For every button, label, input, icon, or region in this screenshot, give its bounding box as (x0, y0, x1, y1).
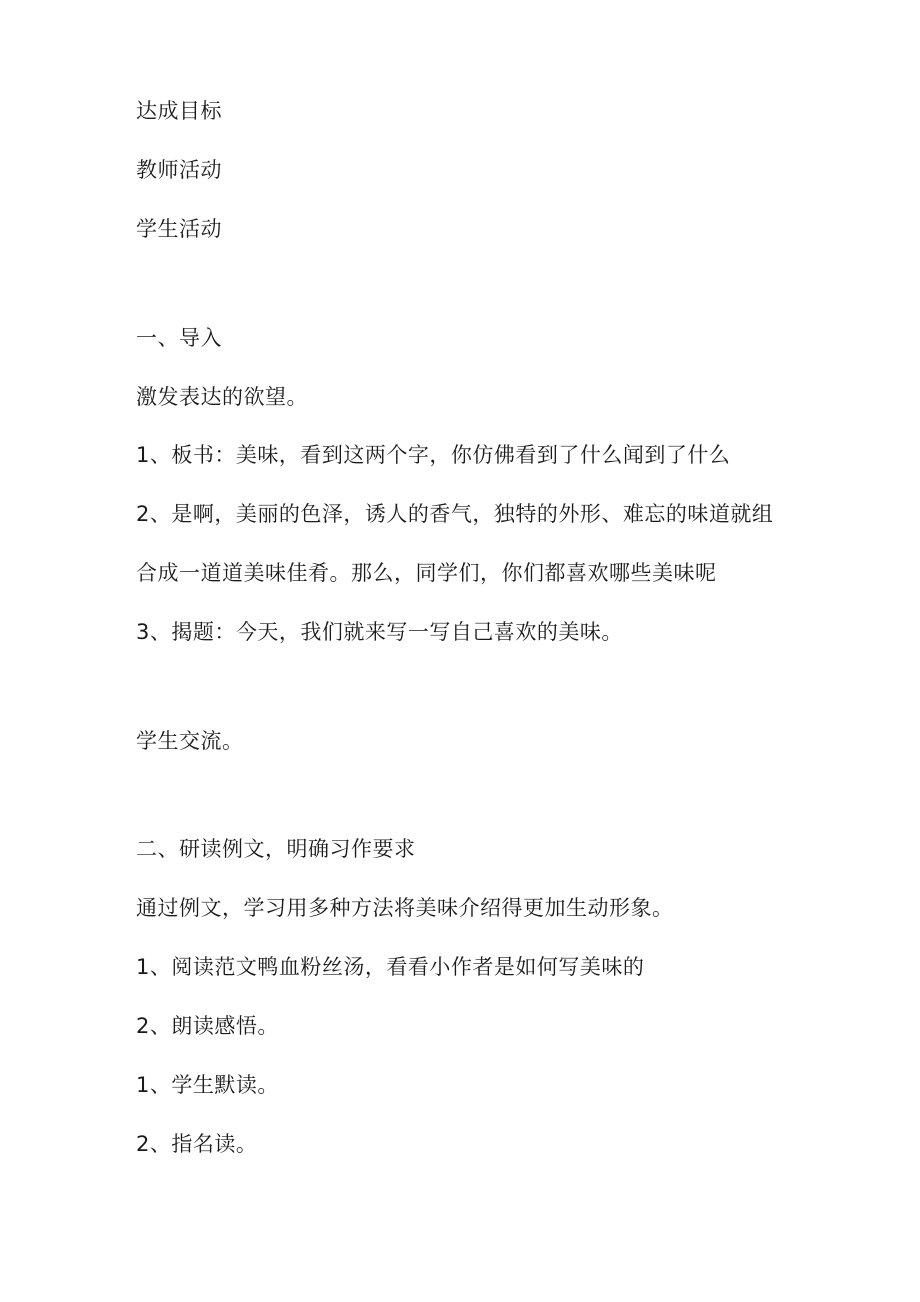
section-2-item-1: 1、阅读范文鸭血粉丝汤，看看小作者是如何写美味的 (136, 955, 645, 979)
section-1-item-3: 3、揭题：今天，我们就来写一写自己喜欢的美味。 (136, 620, 623, 644)
section-2-sub-item-2: 2、指名读。 (136, 1132, 258, 1156)
section-1-title: 一、导入 (136, 326, 222, 350)
section-2-sub-item-1: 1、学生默读。 (136, 1073, 279, 1097)
section-1-goal: 激发表达的欲望。 (136, 385, 308, 409)
section-2-item-2: 2、朗读感悟。 (136, 1014, 279, 1038)
student-exchange: 学生交流。 (136, 729, 244, 753)
section-2-title: 二、研读例文，明确习作要求 (136, 837, 416, 861)
section-1-item-1: 1、板书：美味，看到这两个字，你仿佛看到了什么闻到了什么 (136, 443, 731, 467)
section-2-goal: 通过例文，学习用多种方法将美味介绍得更加生动形象。 (136, 896, 674, 920)
heading-teacher-activity: 教师活动 (136, 158, 222, 182)
section-1-item-2: 2、是啊，美丽的色泽，诱人的香气，独特的外形、难忘的味道就组 (136, 502, 774, 526)
section-1-item-2-cont: 合成一道道美味佳肴。那么，同学们，你们都喜欢哪些美味呢 (136, 561, 717, 585)
heading-student-activity: 学生活动 (136, 217, 222, 241)
heading-goal: 达成目标 (136, 99, 222, 123)
